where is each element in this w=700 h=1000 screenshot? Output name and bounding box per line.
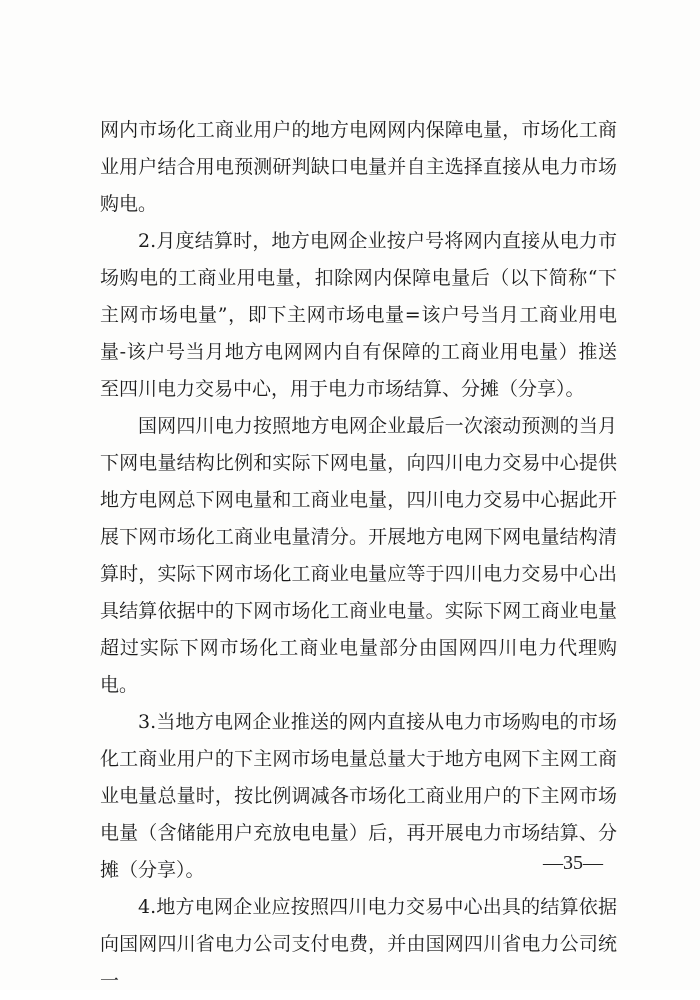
paragraph-item-2: 2.月度结算时，地方电网企业按户号将网内直接从电力市场购电的工商业用电量，扣除网内保障电量后（以下简称“下主网市场电量”，即下主网市场电量=该户号当月工商业用电量-该户号当月地方电网网内自有保障的工商业用电量）推送至四川电力交易中心，用于电力市场结算、分摊（分享）。 [100, 230, 617, 400]
page-number: —35— [543, 852, 603, 874]
paragraph-settlement: 国网四川电力按照地方电网企业最后一次滚动预测的当月下网电量结构比例和实际下网电量，向四川电力交易中心提供地方电网总下网电量和工商业电量，四川电力交易中心据此开展下网市场化工商业电量清分。开展地方电网下网电量结构清算时，实际下网市场化工商业电量应等于四川电力交易中心出具结算依据中的下网市场化工商业电量。实际下网工商业电量超过实际下网市场化工商业电量部分由国网四川电力代理购电。 [100, 415, 617, 696]
paragraph-item-3: 3.当地方电网企业推送的网内直接从电力市场购电的市场化工商业用户的下主网市场电量总量大于地方电网下主网工商业电量总量时，按比例调减各市场化工商业用户的下主网市场电量（含储能用户充放电电量）后，再开展电力市场结算、分摊（分享）。 [100, 711, 617, 881]
paragraph-item-4: 4.地方电网企业应按照四川电力交易中心出具的结算依据向国网四川省电力公司支付电费，并由国网四川省电力公司统一 [100, 896, 617, 992]
paragraph-continuation: 网内市场化工商业用户的地方电网网内保障电量，市场化工商业用户结合用电预测研判缺口电量并自主选择直接从电力市场购电。 [100, 119, 617, 215]
body-text [100, 112, 617, 1000]
